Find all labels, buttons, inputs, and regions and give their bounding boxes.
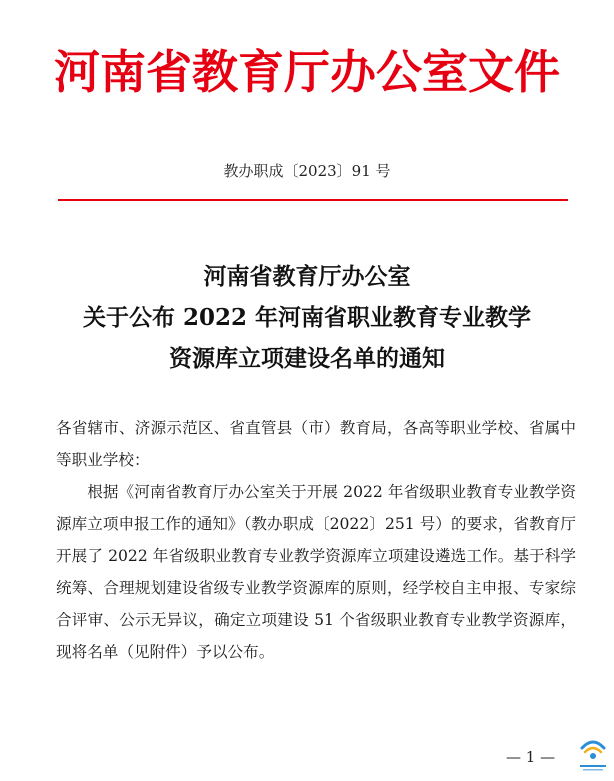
document-number: 教办职成〔2023〕91 号 (223, 162, 391, 180)
recipients-paragraph: 各省辖市、济源示范区、省直管县（市）教育局，各高等职业学校、省属中等职业学校： (56, 419, 576, 469)
document-header-title: 河南省教育厅办公室文件 (54, 45, 560, 99)
notice-title (0, 256, 614, 379)
watermark-logo-icon (576, 734, 610, 774)
page-number: — 1 — (506, 748, 556, 766)
notice-body (56, 412, 576, 668)
notice-title-line-3: 资源库立项建设名单的通知 (169, 345, 445, 372)
header-divider-line (58, 199, 568, 201)
notice-title-line-1: 河南省教育厅办公室 (203, 263, 411, 290)
body-paragraph-1: 根据《河南省教育厅办公室关于开展 2022 年省级职业教育专业教学资源库立项申报工作的通知》（教办职成〔2022〕251 号）的要求，省教育厅开展了 2022 年省级职业教育专业教学资源库立项建设遴选工作。基于科学统筹、合理规划建设省级专业教学资源库的原则，经学校自主申报、专家综合评审、公示无异议，确定立项建设 51 个省级职业教育专业教学资源库，现将名单（见附件）予以公布。 (56, 483, 576, 661)
notice-title-line-2: 关于公布 2022 年河南省职业教育专业教学 (82, 304, 532, 331)
